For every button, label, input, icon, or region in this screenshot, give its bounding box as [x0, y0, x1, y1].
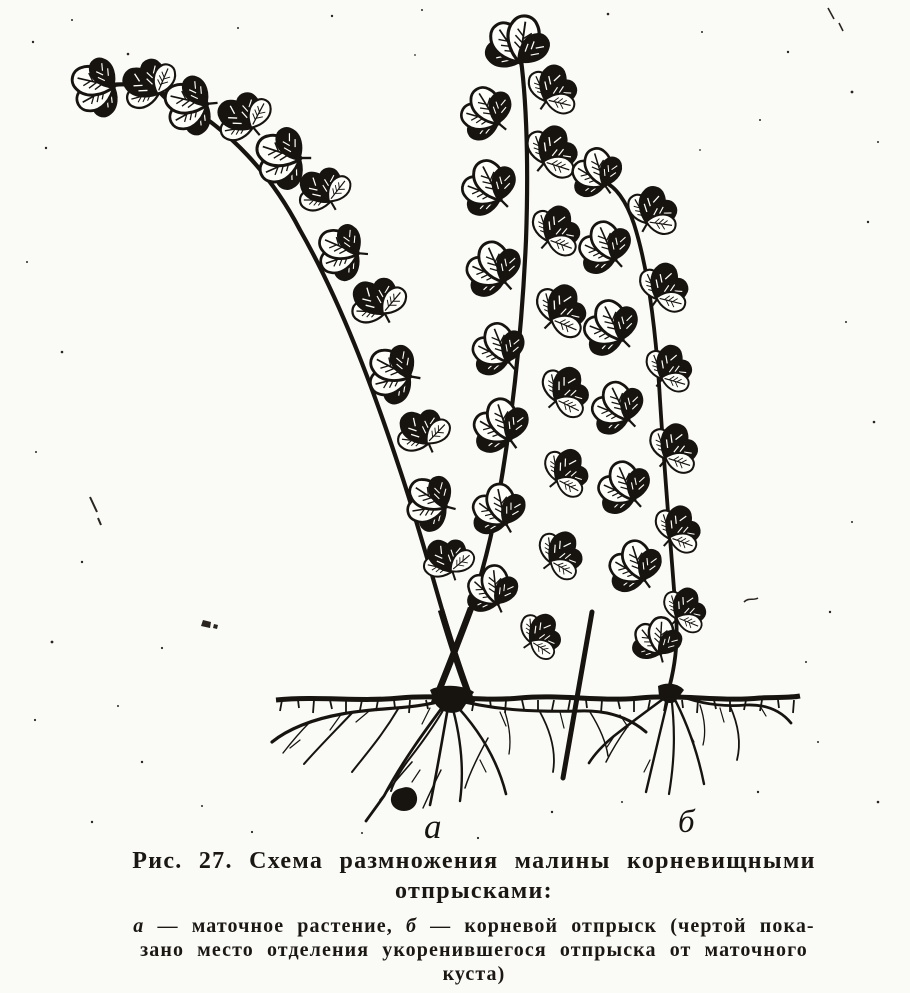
legend-text-b: — корневой отпрыск (чертой пока- — [417, 915, 815, 937]
ink-blot-mark — [201, 620, 218, 629]
paper-speckles — [26, 8, 879, 839]
legend-text-a: — маточное растение, — [144, 915, 406, 937]
caption-legend-line-3: куста) — [442, 963, 506, 985]
mother-plant-middle-cane — [434, 8, 605, 703]
caption-title-line-2: отпрысками: — [395, 878, 553, 904]
legend-key-b: б — [405, 915, 418, 937]
legend-key-a: а — [133, 915, 145, 937]
mother-plant-roots — [272, 686, 646, 821]
label-b: б — [678, 804, 695, 840]
caption-legend — [52, 914, 896, 986]
caption-title — [52, 846, 896, 906]
offshoot-plant — [557, 135, 791, 794]
soil-blob-mark — [391, 787, 417, 811]
caption-title-line-1: Рис. 27. Схема размножения малины корневищными — [132, 848, 816, 874]
figure-caption — [0, 846, 910, 986]
scratch-mark-left — [90, 497, 101, 525]
mother-plant-left-cane — [66, 42, 481, 703]
caption-legend-line-1 — [52, 914, 896, 938]
scratch-mark-top-right — [828, 8, 843, 31]
caption-legend-line-2: зано место отделения укоренившегося отпрыска от маточного — [140, 939, 808, 961]
label-a: а — [424, 807, 442, 842]
squiggle-mark — [744, 598, 758, 602]
